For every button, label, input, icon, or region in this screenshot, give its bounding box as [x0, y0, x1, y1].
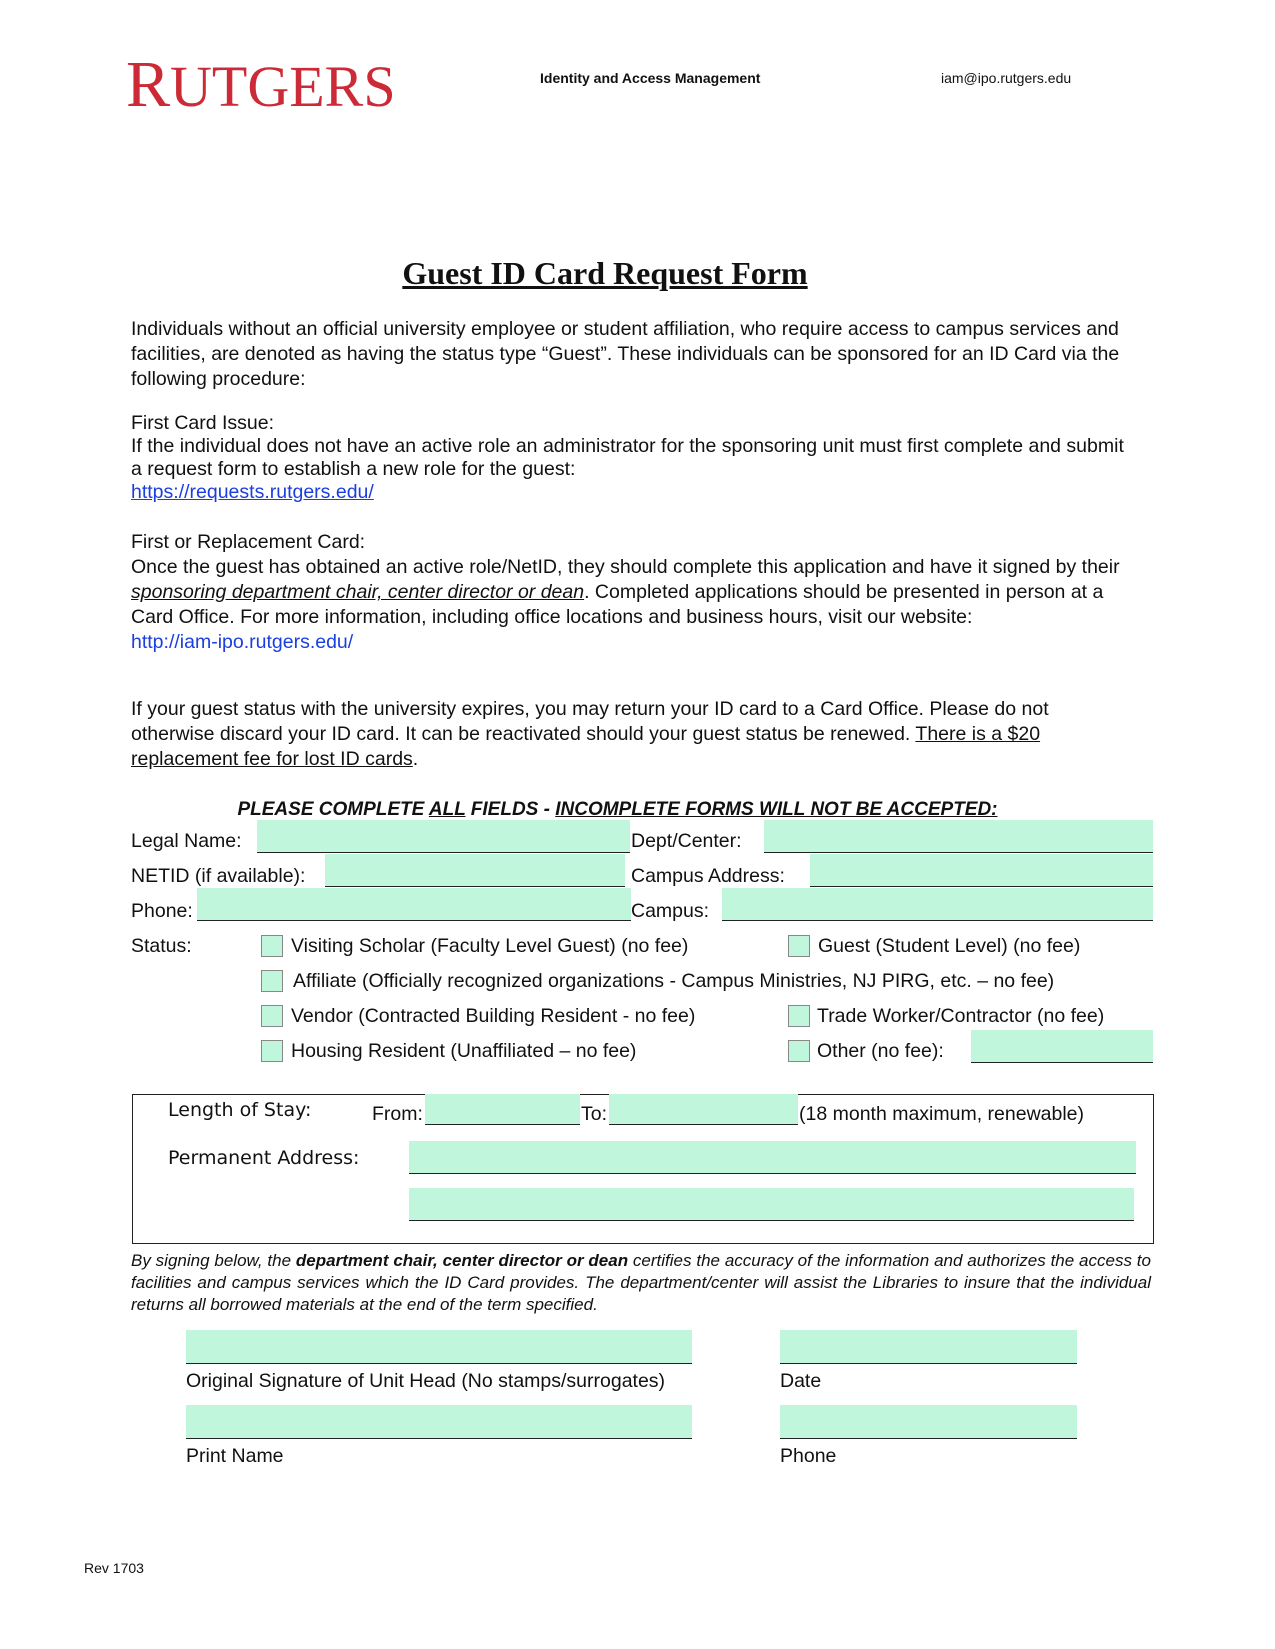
to-date-field[interactable] [609, 1094, 798, 1125]
complete-all-fields-notice [0, 799, 1235, 821]
trade-worker-label: Trade Worker/Contractor (no fee) [817, 1005, 1105, 1027]
first-issue-section [131, 412, 1131, 504]
intro-paragraph: Individuals without an official university employee or student affiliation, who require access to campus services and facilities, are denoted as having the status type “Guest”. These individuals can be sponsored for an ID Card via the following procedure: [131, 318, 1120, 390]
permanent-address-line-1[interactable] [409, 1141, 1136, 1174]
expiry-paragraph [131, 697, 1131, 772]
replacement-text [131, 555, 1131, 630]
requests-link[interactable]: https://requests.rutgers.edu/ [131, 481, 374, 503]
other-field[interactable] [971, 1030, 1153, 1063]
other-checkbox[interactable] [788, 1040, 810, 1062]
dept-center-label: Dept/Center: [631, 830, 742, 852]
certify-c: certifies the accuracy of the information and authorizes the access to facilities and campus services which the ID Card provides. The department/center will assist the Libraries to insure that the individual returns all borrowed materials at the end of the term specified. [131, 1251, 1151, 1314]
logo-text: RUTGERS [126, 48, 396, 121]
notice-all: ALL [428, 799, 466, 820]
from-label: From: [372, 1103, 423, 1125]
replacement-section [131, 530, 1131, 655]
housing-resident-label: Housing Resident (Unaffiliated – no fee) [291, 1040, 637, 1062]
status-label: Status: [131, 935, 192, 957]
campus-address-field[interactable] [810, 854, 1153, 887]
trade-worker-checkbox[interactable] [788, 1005, 810, 1027]
revision-number: Rev 1703 [84, 1560, 144, 1576]
signer-phone-label: Phone [780, 1445, 837, 1467]
date-label: Date [780, 1370, 822, 1392]
signature-field[interactable] [186, 1330, 692, 1364]
permanent-address-line-2[interactable] [409, 1188, 1134, 1221]
notice-a: PLEASE COMPLETE [237, 799, 429, 820]
guest-student-label: Guest (Student Level) (no fee) [818, 935, 1081, 957]
notice-c: FIELDS - [465, 799, 556, 820]
expiry-text: If your guest status with the university expires, you may return your ID card to a Card Office. Please do not otherwise discard your ID card. It can be reactivated should your guest status be renewed. [131, 698, 1049, 745]
rutgers-logo [126, 48, 396, 121]
permanent-address-label: Permanent Address: [168, 1147, 360, 1169]
affiliate-label: Affiliate (Officially recognized organizations - Campus Ministries, NJ PIRG, etc. – no fee) [293, 970, 1055, 992]
print-name-label: Print Name [186, 1445, 284, 1467]
netid-label: NETID (if available): [131, 865, 306, 887]
guest-student-checkbox[interactable] [788, 935, 810, 957]
netid-field[interactable] [325, 854, 625, 887]
replacement-fee-text: There is a $20 replacement fee for lost ID cards [131, 723, 1041, 770]
dept-center-field[interactable] [764, 820, 1153, 853]
expiry-end: . [412, 748, 419, 770]
department-heading: Identity and Access Management [540, 70, 761, 86]
campus-field[interactable] [722, 888, 1153, 921]
stay-note: (18 month maximum, renewable) [799, 1103, 1085, 1125]
from-date-field[interactable] [425, 1094, 580, 1125]
campus-address-label: Campus Address: [631, 865, 785, 887]
campus-label: Campus: [631, 900, 710, 922]
vendor-checkbox[interactable] [261, 1005, 283, 1027]
signature-label: Original Signature of Unit Head (No stamps/surrogates) [186, 1370, 666, 1392]
page-title: Guest ID Card Request Form [402, 255, 808, 291]
phone-label: Phone: [131, 900, 193, 922]
affiliate-checkbox[interactable] [261, 970, 283, 992]
contact-email: iam@ipo.rutgers.edu [941, 70, 1072, 86]
other-label: Other (no fee): [817, 1040, 944, 1062]
length-of-stay-label: Length of Stay: [168, 1099, 312, 1121]
print-name-field[interactable] [186, 1405, 692, 1439]
certify-a: By signing below, the [131, 1251, 296, 1270]
legal-name-label: Legal Name: [131, 830, 242, 852]
vendor-label: Vendor (Contracted Building Resident - no fee) [291, 1005, 696, 1027]
legal-name-field[interactable] [257, 820, 630, 853]
visiting-scholar-label: Visiting Scholar (Faculty Level Guest) (no fee) [291, 935, 689, 957]
housing-resident-checkbox[interactable] [261, 1040, 283, 1062]
replacement-heading: First or Replacement Card: [131, 531, 366, 553]
notice-d: INCOMPLETE FORMS WILL NOT BE ACCEPTED: [555, 799, 998, 820]
date-field[interactable] [780, 1330, 1077, 1364]
replacement-text-b: . Completed applications should be presented in person at a Card Office. For more information, including office locations and business hours, visit our website: [131, 581, 1104, 628]
first-issue-text: If the individual does not have an active role an administrator for the sponsoring unit must first complete and submit a request form to establish a new role for the guest: [131, 435, 1124, 480]
signer-phone-field[interactable] [780, 1405, 1077, 1439]
iam-website-link[interactable]: http://iam-ipo.rutgers.edu/ [131, 631, 354, 653]
certification-text [131, 1250, 1151, 1316]
certify-signers: department chair, center director or dean [295, 1251, 629, 1270]
first-issue-heading: First Card Issue: [131, 412, 275, 434]
to-label: To: [581, 1103, 608, 1125]
phone-field[interactable] [197, 888, 631, 921]
visiting-scholar-checkbox[interactable] [261, 935, 283, 957]
replacement-text-a: Once the guest has obtained an active role/NetID, they should complete this application and have it signed by their [131, 556, 1120, 578]
sponsor-emphasis: sponsoring department chair, center director or dean [131, 581, 585, 603]
